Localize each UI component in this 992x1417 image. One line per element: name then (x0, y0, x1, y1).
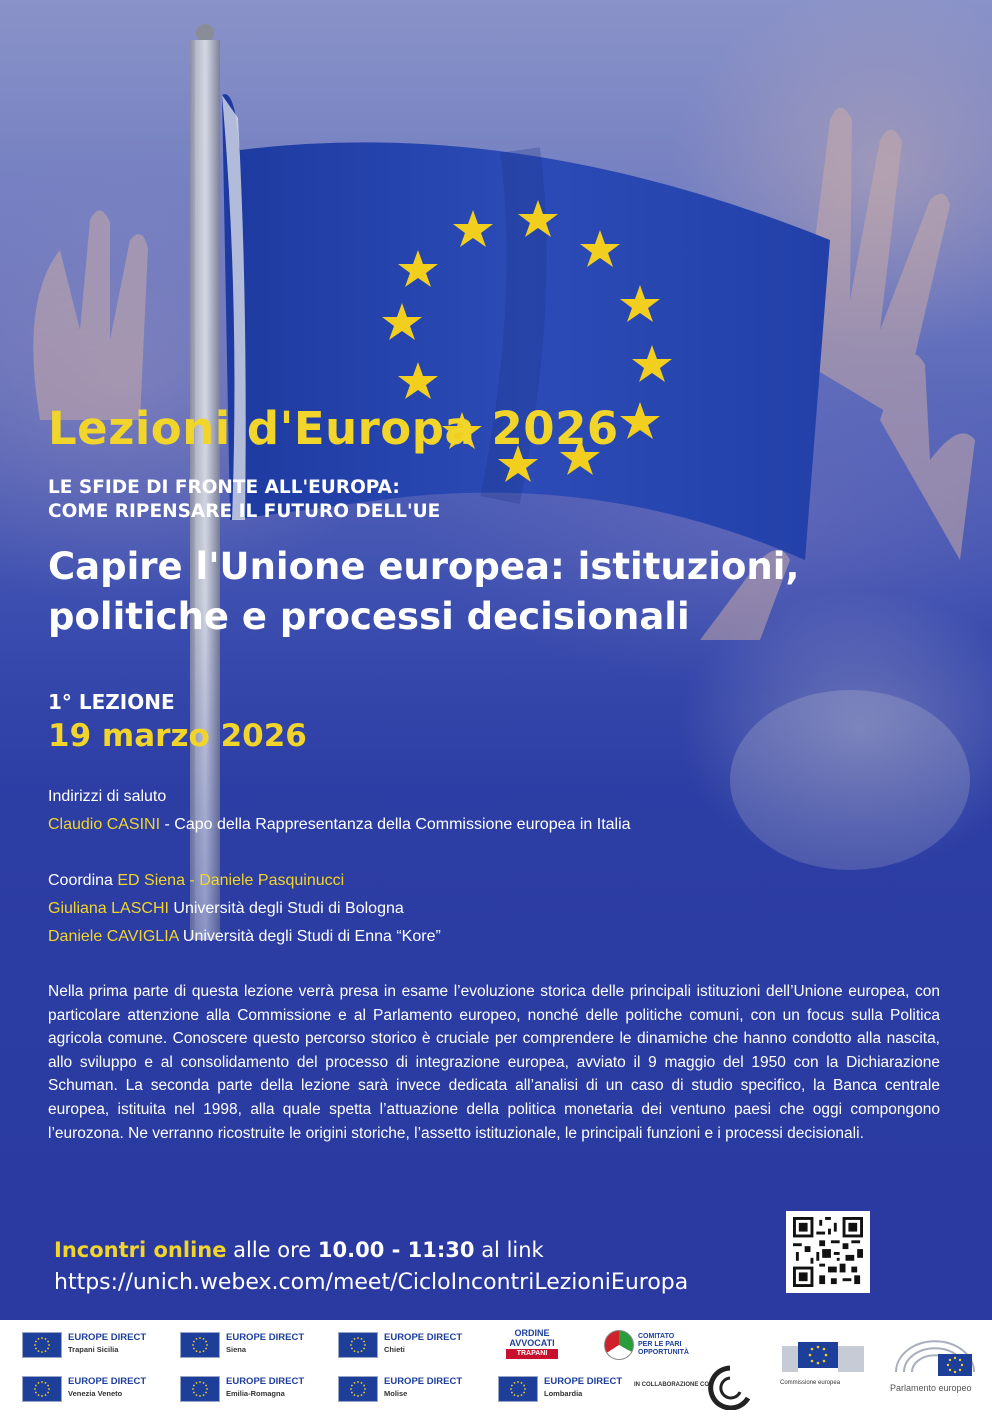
ed-logo-siena (180, 1332, 304, 1358)
partner-arc-logo (704, 1364, 756, 1410)
ed-label: EUROPE DIRECT (384, 1332, 463, 1343)
qr-code-graphic (792, 1217, 864, 1287)
collaboration-label: IN COLLABORAZIONE CON (634, 1382, 714, 1388)
partner-logos-footer (0, 1320, 992, 1417)
eu-flag-icon (338, 1332, 378, 1358)
eu-stars-icon (181, 1333, 219, 1357)
greeter-name: Claudio CASINI (48, 816, 161, 833)
ed-label: EUROPE DIRECT (226, 1376, 305, 1387)
webex-link[interactable]: https://unich.webex.com/meet/CicloIncontriLezioniEuropa (54, 1270, 689, 1295)
commission-building-icon (780, 1336, 866, 1374)
ed-center: Chieti (384, 1345, 405, 1354)
ed-label: EUROPE DIRECT (544, 1376, 623, 1387)
ed-logo-lombardia (498, 1376, 622, 1402)
ordine-line-3: TRAPANI (506, 1349, 558, 1359)
speaker-1-name: Giuliana LASCHI (48, 900, 169, 917)
ed-center: Molise (384, 1389, 408, 1398)
greetings-label: Indirizzi di saluto (48, 788, 167, 805)
online-time: 10.00 - 11:30 (317, 1238, 475, 1262)
speaker-2-affiliation: Università degli Studi di Enna “Kore” (178, 928, 441, 945)
lesson-number: 1° LEZIONE (48, 690, 175, 714)
eu-stars-icon (23, 1333, 61, 1357)
commissione-europea-logo (780, 1336, 866, 1386)
subtitle-line-2: COME RIPENSARE IL FUTURO DELL'UE (48, 501, 441, 522)
eu-flag-icon (22, 1376, 62, 1402)
heading-line-1: Capire l'Unione europea: istituzioni, (48, 545, 800, 588)
speaker-1-affiliation: Università degli Studi di Bologna (168, 900, 404, 917)
coordinator-line (48, 872, 631, 900)
ed-label: EUROPE DIRECT (384, 1376, 463, 1387)
comitato-line-1: COMITATO (638, 1333, 675, 1340)
parliament-hemicycle-icon (890, 1334, 980, 1378)
ed-logo-emilia-romagna (180, 1376, 304, 1402)
ed-center: Siena (226, 1345, 247, 1354)
eu-flag-icon (338, 1376, 378, 1402)
ed-logo-molise (338, 1376, 462, 1402)
ordine-line-2: AVVOCATI (509, 1338, 555, 1348)
speaker-1-line (48, 900, 631, 928)
eu-stars-icon (23, 1377, 61, 1401)
eu-stars-icon (499, 1377, 537, 1401)
ordine-avvocati-logo (500, 1328, 564, 1359)
eu-stars-icon (181, 1377, 219, 1401)
coordinator-prefix: Coordina (48, 872, 118, 889)
ed-logo-trapani (22, 1332, 146, 1358)
online-middle: alle ore (226, 1238, 318, 1262)
ed-label: EUROPE DIRECT (226, 1332, 305, 1343)
eu-stars-icon (339, 1333, 377, 1357)
parliament-label: Parlamento europeo (890, 1383, 972, 1393)
ed-label: EUROPE DIRECT (68, 1376, 147, 1387)
online-suffix: al link (474, 1238, 544, 1262)
ed-label: EUROPE DIRECT (68, 1332, 147, 1343)
ed-logo-venezia (22, 1376, 146, 1402)
lesson-heading (48, 542, 968, 642)
ordine-line-1: ORDINE (514, 1328, 550, 1338)
eu-flag-icon (180, 1332, 220, 1358)
ed-center: Lombardia (544, 1389, 583, 1398)
eu-stars-icon (339, 1377, 377, 1401)
speakers-list (48, 788, 631, 956)
parlamento-europeo-logo (890, 1334, 980, 1393)
greeter-role: - Capo della Rappresentanza della Commissione europea in Italia (160, 816, 631, 833)
event-subtitle (48, 476, 440, 524)
lesson-description: Nella prima parte di questa lezione verrà presa in esame l’evoluzione storica delle principali istituzioni dell’Unione europea, con particolare attenzione alla Commissione e al Parlamento europeo, nonché delle politiche comuni, con un focus sulla Politica agricola comune. Conoscere questo percorso storico è cruciale per comprendere le dinamiche che hanno condotto alla nascita, allo sviluppo e al consolidamento del processo di integrazione europea, avviato il 9 maggio del 1950 con la Dichiarazione Schuman. La seconda parte della lezione sarà invece dedicata all’analisi di un caso di studio specifico, la Banca centrale europea, istituita nel 1998, alla quale spetta l’attuazione della politica monetaria dei ventuno paesi che oggi compongono l’eurozona. Ne verranno ricostruite le origini storiche, l’assetto istituzionale, le principali funzioni e i processi decisionali. (48, 983, 940, 1142)
event-title: Lezioni d'Europa 2026 (48, 402, 619, 455)
online-info (54, 1238, 544, 1262)
subtitle-line-1: LE SFIDE DI FRONTE ALL'EUROPA: (48, 477, 400, 498)
eu-flag-icon (498, 1376, 538, 1402)
coordinator-name: ED Siena - Daniele Pasquinucci (117, 872, 345, 889)
comitato-line-2: PER LE PARI (638, 1341, 682, 1348)
speaker-2-line (48, 928, 631, 956)
ed-center: Venezia Veneto (68, 1389, 123, 1398)
ed-logo-chieti (338, 1332, 462, 1358)
greeter-line (48, 816, 631, 844)
eu-flag-icon (22, 1332, 62, 1358)
online-label: Incontri online (54, 1238, 227, 1262)
eu-flag-icon (180, 1376, 220, 1402)
heading-line-2: politiche e processi decisionali (48, 595, 690, 638)
speaker-2-name: Daniele CAVIGLIA (48, 928, 179, 945)
commission-label: Commissione europea (780, 1380, 841, 1386)
ed-center: Emilia-Romagna (226, 1389, 285, 1398)
qr-code[interactable] (786, 1211, 870, 1293)
ed-center: Trapani Sicilia (68, 1345, 119, 1354)
comitato-pari-opportunita-logo (604, 1330, 689, 1360)
comitato-line-3: OPPORTUNITÀ (638, 1349, 689, 1356)
lesson-date: 19 marzo 2026 (48, 718, 307, 754)
comitato-icon (604, 1330, 634, 1360)
